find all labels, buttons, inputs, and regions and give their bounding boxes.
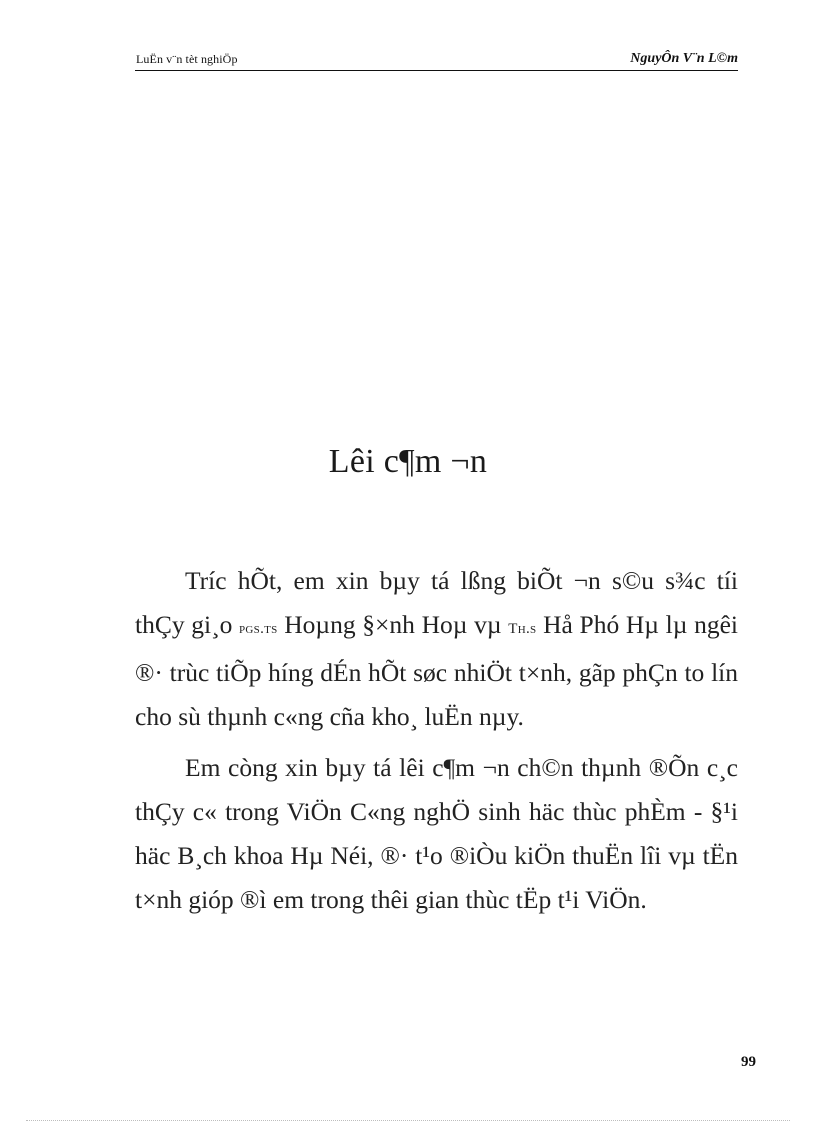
header-thesis-label: LuËn v¨n tèt nghiÖp (136, 52, 238, 66)
paragraph-1-part-2: Hoµng §×nh Hoµ vµ (284, 610, 502, 639)
paragraph-1-part-1: Tríc hÕt, em xin bµy tá lßng biÕt ¬n s©u s¾c tíi thÇy gi¸o (135, 566, 738, 639)
footer-divider (26, 1120, 790, 1121)
header-author-name: NguyÔn V¨n L©m (630, 51, 738, 66)
paragraph-1 (135, 559, 738, 739)
acknowledgement-title: Lêi c¶m ¬n (328, 443, 488, 480)
acknowledgement-body (135, 559, 738, 922)
degree-abbr: Th.s (508, 621, 537, 637)
page-header (135, 50, 738, 71)
paragraph-2: Em còng xin bµy tá lêi c¶m ¬n ch©n thµnh ®Õn c¸c thÇy c« trong ViÖn C«ng nghÖ sinh häc thùc phÈm - §¹i häc B¸ch khoa Hµ Néi, ®· t¹o ®iÒu kiÖn thuËn lîi vµ tËn t×nh gióp ®ì em trong thêi gian thùc tËp t¹i ViÖn. (135, 753, 738, 914)
paragraph-1-part-3: Hå Phó Hµ lµ ngêi ®· trùc tiÕp híng dÉn hÕt søc nhiÖt t×nh, gãp phÇn to lín cho sù thµnh c«ng cña kho¸ luËn nµy. (135, 610, 738, 731)
academic-title-abbr: pgs.ts (239, 621, 278, 637)
page-number: 99 (741, 1054, 756, 1070)
